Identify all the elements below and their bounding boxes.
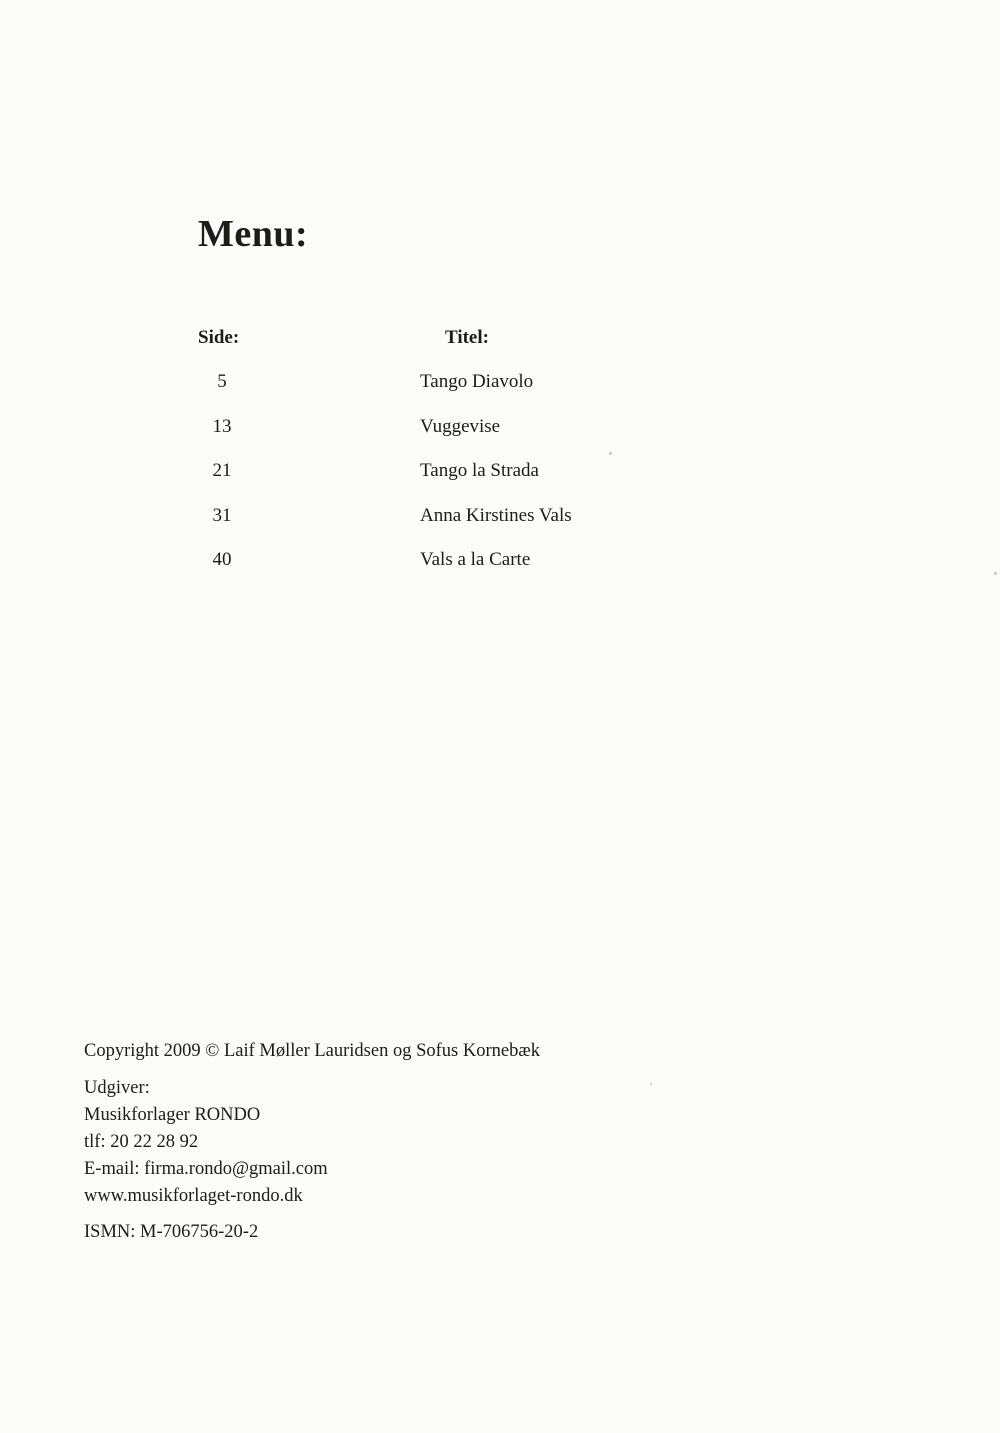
- toc-song-title: Vals a la Carte: [420, 549, 531, 570]
- toc-song-title: Tango Diavolo: [420, 371, 534, 392]
- toc-page-number: 40: [212, 549, 232, 570]
- toc-row: [196, 416, 616, 461]
- toc-song-title: Anna Kirstines Vals: [420, 504, 572, 526]
- toc-page-number: 21: [212, 460, 232, 481]
- publisher-name: Musikforlager RONDO: [84, 1105, 261, 1125]
- toc-song-title: Vuggevise: [420, 415, 501, 437]
- toc-header-title: Titel:: [445, 327, 489, 348]
- copyright-notice: Copyright 2009 © Laif Møller Lauridsen og Sofus Kornebæk: [84, 1041, 540, 1061]
- toc-page-number: 5: [217, 371, 227, 392]
- publisher-email: E-mail: firma.rondo@gmail.com: [84, 1159, 328, 1179]
- publisher-phone: tlf: 20 22 28 92: [84, 1132, 199, 1152]
- imprint-block: [84, 1038, 540, 1246]
- toc-row: [196, 460, 616, 505]
- toc-rows: [196, 371, 616, 594]
- toc-header-page: Side:: [198, 327, 240, 348]
- publisher-info: [84, 1075, 540, 1210]
- paper-speck: [994, 572, 997, 575]
- toc-row: [196, 505, 616, 550]
- ismn-number: ISMN: M-706756-20-2: [84, 1222, 259, 1242]
- toc-row: [196, 371, 616, 416]
- toc-page-number: 31: [212, 504, 232, 526]
- toc-row: [196, 549, 616, 594]
- table-of-contents: [196, 327, 616, 570]
- page-title: Menu:: [198, 213, 309, 255]
- paper-speck: [609, 452, 612, 455]
- toc-header: [196, 327, 616, 355]
- paper-speck: [650, 1083, 652, 1085]
- publisher-website: www.musikforlaget-rondo.dk: [84, 1186, 303, 1206]
- publisher-label: Udgiver:: [84, 1078, 150, 1098]
- toc-page-number: 13: [212, 415, 232, 437]
- toc-song-title: Tango la Strada: [420, 460, 539, 481]
